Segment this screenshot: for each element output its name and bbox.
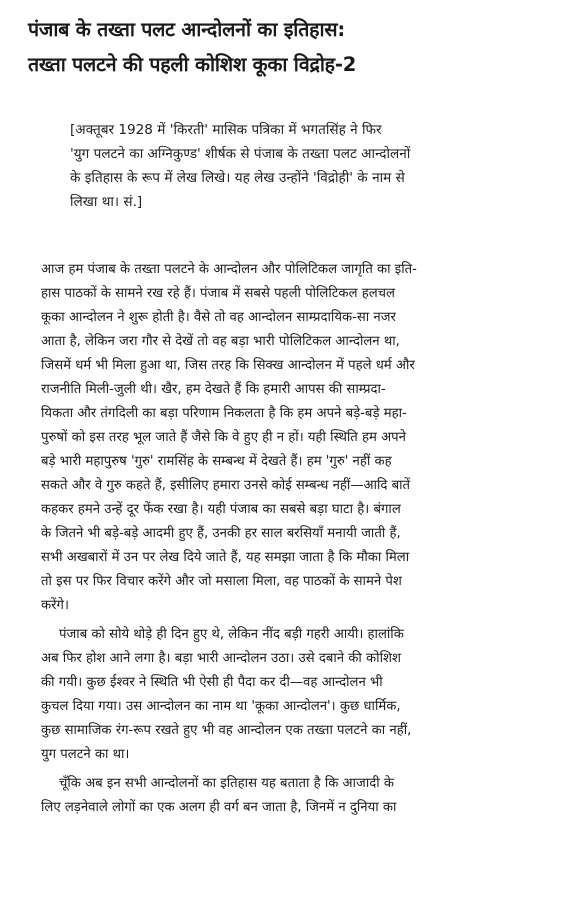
title-line-1: पंजाब के तख्ता पलट आन्दोलनों का इतिहास: <box>28 18 345 41</box>
paragraph-1 <box>41 258 565 618</box>
body-line: पुरुषों को इस तरह भूल जाते हैं जैसे कि वे हुए ही न हों। यही स्थिति हम अपने <box>41 430 406 445</box>
editor-note-line: लिखा था। सं.] <box>70 194 143 210</box>
body-line: तो इस पर फिर विचार करेंगे और जो मसाला मिला, वह पाठकों के सामने पेश <box>41 574 402 589</box>
editor-note <box>70 118 568 214</box>
body-line: लिए लड़नेवाले लोगों का एक अलग ही वर्ग बन जाता है, जिनमें न दुनिया का <box>41 800 397 815</box>
body-line: की गयी। कुछ ईश्वर ने स्थिति भी ऐसी ही पैदा कर दी—वह आन्दोलन भी <box>41 675 383 690</box>
paragraph-2 <box>41 623 565 767</box>
body-line: युग पलटने का था। <box>41 747 130 762</box>
body-line: कहकर हमने उन्हें दूर फेंक रखा है। यही पंजाब का सबसे बड़ा घाटा है। बंगाल <box>41 502 401 517</box>
body-line: जिसमें धर्म भी मिला हुआ था, जिस तरह कि सिक्ख आन्दोलन में पहले धर्म और <box>41 358 415 373</box>
title-line-2: तख्ता पलटने की पहली कोशिश कूका विद्रोह-2 <box>28 53 357 76</box>
body-line: आता है, लेकिन जरा गौर से देखें तो वह बड़ा भारी पोलिटिकल आन्दोलन था, <box>41 334 400 349</box>
body-line: सकते और वे गुरु कहते हैं, इसीलिए हमारा उनसे कोई सम्बन्ध नहीं—आदि बातें <box>41 478 411 493</box>
editor-note-line: [अक्तूबर 1928 में 'किरती' मासिक पत्रिका में भगतसिंह ने फिर <box>70 122 382 138</box>
body-line: अब फिर होश आने लगा है। बड़ा भारी आन्दोलन उठा। उसे दबाने की कोशिश <box>41 651 401 666</box>
body-line: सभी अखबारों में उन पर लेख दिये जाते हैं, यह समझा जाता है कि मौका मिला <box>41 550 410 565</box>
body-line: कूका आन्दोलन ने शुरू होती है। वैसे तो वह आन्दोलन साम्प्रदायिक-सा नजर <box>41 310 396 325</box>
body-line: हास पाठकों के सामने रख रहे हैं। पंजाब में सबसे पहली पोलिटिकल हलचल <box>41 286 395 301</box>
body-line: आज हम पंजाब के तख्ता पलटने के आन्दोलन और पोलिटिकल जागृति का इति- <box>41 262 417 277</box>
body-line: के जितने भी बड़े-बड़े आदमी हुए हैं, उनकी हर साल बरसियाँ मनायी जाती हैं, <box>41 526 401 541</box>
body-line: चूँकि अब इन सभी आन्दोलनों का इतिहास यह बताता है कि आजादी के <box>59 776 394 791</box>
paragraph-3 <box>41 772 565 820</box>
body-line: करेंगे। <box>41 598 69 613</box>
body-line: बड़े भारी महापुरुष 'गुरु' रामसिंह के सम्बन्ध में देखते हैं। हम 'गुरु' नहीं कह <box>41 454 392 469</box>
article-title <box>28 12 568 82</box>
article-body <box>41 258 565 820</box>
editor-note-line: 'युग पलटने का अग्निकुण्ड' शीर्षक से पंजाब के तख्ता पलट आन्दोलनों <box>70 146 411 162</box>
body-line: पंजाब को सोये थोड़े ही दिन हुए थे, लेकिन नींद बड़ी गहरी आयी। हालांकि <box>59 627 404 642</box>
body-line: कुचल दिया गया। उस आन्दोलन का नाम था 'कूका आन्दोलन'। कुछ धार्मिक, <box>41 699 401 714</box>
body-line: कुछ सामाजिक रंग-रूप रखते हुए भी वह आन्दोलन एक तख्ता पलटने का नहीं, <box>41 723 412 738</box>
body-line: यिकता और तंगदिली का बड़ा परिणाम निकलता है कि हम अपने बड़े-बड़े महा- <box>41 406 407 421</box>
body-line: राजनीति मिली-जुली थी। खैर, हम देखते हैं कि हमारी आपस की साम्प्रदा- <box>41 382 386 397</box>
editor-note-line: के इतिहास के रूप में लेख लिखे। यह लेख उन्होंने 'विद्रोही' के नाम से <box>70 170 405 186</box>
